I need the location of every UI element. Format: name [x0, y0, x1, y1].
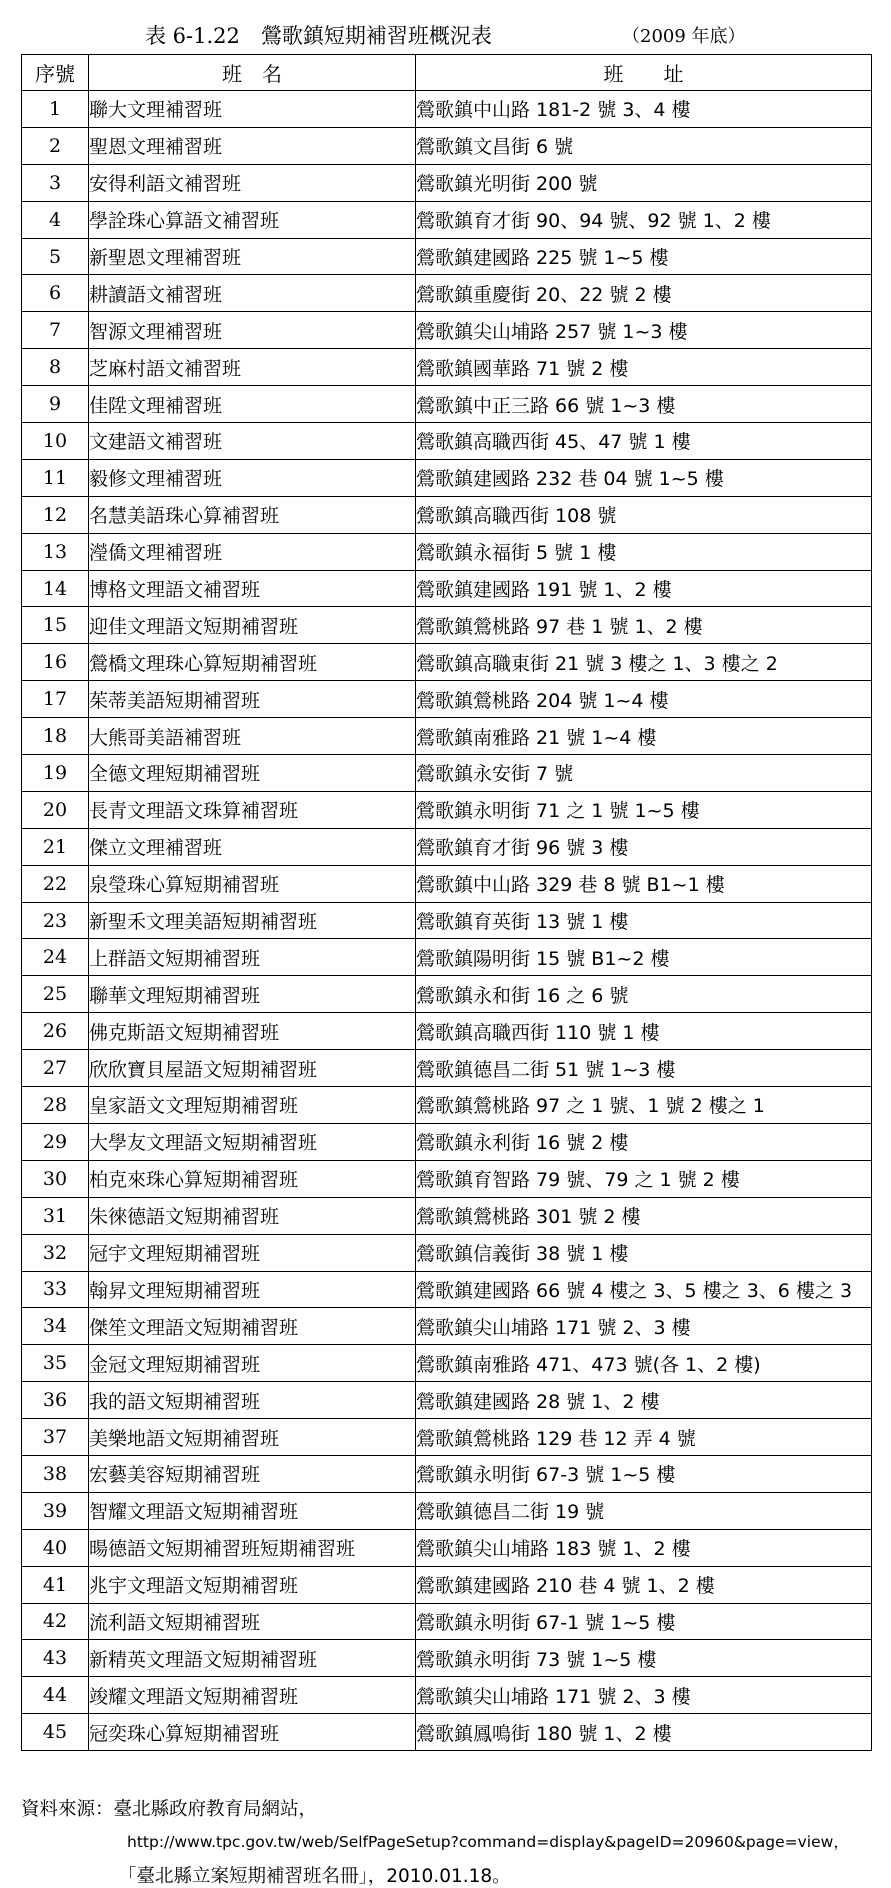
row-school-name: 茱蒂美語短期補習班 [89, 681, 416, 718]
row-number: 30 [22, 1160, 89, 1197]
row-address: 鶯歌鎮鳳鳴街 180 號 1、2 樓 [416, 1714, 872, 1751]
table-row [22, 865, 872, 902]
source-url: http://www.tpc.gov.tw/web/SelfPageSetup?command=display&pageID=20960&page=view， [127, 1833, 849, 1851]
row-address: 鶯歌鎮高職西街 45、47 號 1 樓 [416, 423, 872, 460]
row-school-name: 宏藝美容短期補習班 [89, 1455, 416, 1492]
row-number: 22 [22, 865, 89, 902]
table-row [22, 312, 872, 349]
table-row [22, 607, 872, 644]
row-school-name: 迎佳文理語文短期補習班 [89, 607, 416, 644]
table-row [22, 902, 872, 939]
row-address: 鶯歌鎮建國路 210 巷 4 號 1、2 樓 [416, 1566, 872, 1603]
row-school-name: 名慧美語珠心算補習班 [89, 496, 416, 533]
schools-table [21, 54, 872, 1751]
row-school-name: 泉瑩珠心算短期補習班 [89, 865, 416, 902]
year-note: （2009 年底） [622, 26, 746, 47]
row-address: 鶯歌鎮德昌二街 19 號 [416, 1492, 872, 1529]
row-address: 鶯歌鎮鶯桃路 204 號 1~4 樓 [416, 681, 872, 718]
row-number: 21 [22, 828, 89, 865]
table-row [22, 644, 872, 681]
row-address: 鶯歌鎮建國路 225 號 1~5 樓 [416, 238, 872, 275]
table-row [22, 1234, 872, 1271]
table-row [22, 238, 872, 275]
row-number: 9 [22, 386, 89, 423]
source-line-3: 「臺北縣立案短期補習班名冊」，2010.01.18。 [118, 1866, 511, 1887]
table-row [22, 718, 872, 755]
table-header-row [22, 55, 872, 91]
row-address: 鶯歌鎮育才街 90、94 號、92 號 1、2 樓 [416, 201, 872, 238]
row-address: 鶯歌鎮中山路 181-2 號 3、4 樓 [416, 91, 872, 128]
row-number: 4 [22, 201, 89, 238]
row-school-name: 博格文理語文補習班 [89, 570, 416, 607]
row-number: 26 [22, 1013, 89, 1050]
row-number: 41 [22, 1566, 89, 1603]
table-row [22, 1529, 872, 1566]
table-row [22, 127, 872, 164]
table-row [22, 1308, 872, 1345]
table-row [22, 275, 872, 312]
row-number: 15 [22, 607, 89, 644]
row-address: 鶯歌鎮永明街 67-3 號 1~5 樓 [416, 1455, 872, 1492]
row-number: 8 [22, 349, 89, 386]
row-school-name: 流利語文短期補習班 [89, 1603, 416, 1640]
row-address: 鶯歌鎮鶯桃路 97 之 1 號、1 號 2 樓之 1 [416, 1087, 872, 1124]
table-row [22, 570, 872, 607]
row-school-name: 聖恩文理補習班 [89, 127, 416, 164]
row-school-name: 大熊哥美語補習班 [89, 718, 416, 755]
row-school-name: 欣欣寶貝屋語文短期補習班 [89, 1050, 416, 1087]
row-school-name: 柏克來珠心算短期補習班 [89, 1160, 416, 1197]
row-school-name: 翰昇文理短期補習班 [89, 1271, 416, 1308]
row-school-name: 瀅僑文理補習班 [89, 533, 416, 570]
table-row [22, 1197, 872, 1234]
row-address: 鶯歌鎮德昌二街 51 號 1~3 樓 [416, 1050, 872, 1087]
row-school-name: 冠奕珠心算短期補習班 [89, 1714, 416, 1751]
header-number: 序號 [22, 55, 89, 91]
row-school-name: 新精英文理語文短期補習班 [89, 1640, 416, 1677]
row-number: 45 [22, 1714, 89, 1751]
row-number: 39 [22, 1492, 89, 1529]
row-school-name: 皇家語文文理短期補習班 [89, 1087, 416, 1124]
row-number: 34 [22, 1308, 89, 1345]
row-school-name: 安得利語文補習班 [89, 164, 416, 201]
table-row [22, 1640, 872, 1677]
table-row [22, 423, 872, 460]
row-school-name: 金冠文理短期補習班 [89, 1345, 416, 1382]
row-address: 鶯歌鎮重慶街 20、22 號 2 樓 [416, 275, 872, 312]
row-school-name: 佛克斯語文短期補習班 [89, 1013, 416, 1050]
row-school-name: 傑立文理補習班 [89, 828, 416, 865]
header-address: 班 址 [416, 55, 872, 91]
row-school-name: 聯華文理短期補習班 [89, 976, 416, 1013]
row-school-name: 暘德語文短期補習班短期補習班 [89, 1529, 416, 1566]
row-school-name: 文建語文補習班 [89, 423, 416, 460]
row-address: 鶯歌鎮永福街 5 號 1 樓 [416, 533, 872, 570]
row-address: 鶯歌鎮建國路 232 巷 04 號 1~5 樓 [416, 459, 872, 496]
row-address: 鶯歌鎮文昌街 6 號 [416, 127, 872, 164]
table-row [22, 201, 872, 238]
row-address: 鶯歌鎮建國路 66 號 4 樓之 3、5 樓之 3、6 樓之 3 [416, 1271, 872, 1308]
row-number: 38 [22, 1455, 89, 1492]
row-school-name: 長青文理語文珠算補習班 [89, 791, 416, 828]
table-row [22, 1013, 872, 1050]
row-address: 鶯歌鎮建國路 28 號 1、2 樓 [416, 1382, 872, 1419]
source-line-1: 資料來源：臺北縣政府教育局網站， [21, 1799, 318, 1820]
table-row [22, 91, 872, 128]
row-number: 12 [22, 496, 89, 533]
row-address: 鶯歌鎮光明街 200 號 [416, 164, 872, 201]
row-address: 鶯歌鎮鶯桃路 301 號 2 樓 [416, 1197, 872, 1234]
row-number: 37 [22, 1419, 89, 1456]
table-row [22, 496, 872, 533]
row-school-name: 芝麻村語文補習班 [89, 349, 416, 386]
row-number: 31 [22, 1197, 89, 1234]
row-number: 23 [22, 902, 89, 939]
row-number: 18 [22, 718, 89, 755]
table-row [22, 349, 872, 386]
table-row [22, 1271, 872, 1308]
row-number: 44 [22, 1677, 89, 1714]
title-row [0, 20, 891, 50]
row-address: 鶯歌鎮永明街 67-1 號 1~5 樓 [416, 1603, 872, 1640]
table-body [22, 91, 872, 1751]
row-address: 鶯歌鎮建國路 191 號 1、2 樓 [416, 570, 872, 607]
row-school-name: 全德文理短期補習班 [89, 755, 416, 792]
row-number: 3 [22, 164, 89, 201]
row-address: 鶯歌鎮永和街 16 之 6 號 [416, 976, 872, 1013]
table-row [22, 791, 872, 828]
table-row [22, 976, 872, 1013]
row-address: 鶯歌鎮永安街 7 號 [416, 755, 872, 792]
row-number: 14 [22, 570, 89, 607]
row-number: 1 [22, 91, 89, 128]
row-address: 鶯歌鎮高職西街 108 號 [416, 496, 872, 533]
table-row [22, 1492, 872, 1529]
row-school-name: 鶯橋文理珠心算短期補習班 [89, 644, 416, 681]
row-number: 20 [22, 791, 89, 828]
table-row [22, 1087, 872, 1124]
row-school-name: 竣耀文理語文短期補習班 [89, 1677, 416, 1714]
table-row [22, 939, 872, 976]
row-address: 鶯歌鎮永明街 73 號 1~5 樓 [416, 1640, 872, 1677]
table-row [22, 1714, 872, 1751]
table-row [22, 1677, 872, 1714]
row-address: 鶯歌鎮永利街 16 號 2 樓 [416, 1123, 872, 1160]
row-address: 鶯歌鎮信義街 38 號 1 樓 [416, 1234, 872, 1271]
row-address: 鶯歌鎮永明街 71 之 1 號 1~5 樓 [416, 791, 872, 828]
row-address: 鶯歌鎮育才街 96 號 3 樓 [416, 828, 872, 865]
row-school-name: 傑笙文理語文短期補習班 [89, 1308, 416, 1345]
row-number: 42 [22, 1603, 89, 1640]
row-number: 2 [22, 127, 89, 164]
table-row [22, 1382, 872, 1419]
table-row [22, 1345, 872, 1382]
table-row [22, 386, 872, 423]
row-number: 16 [22, 644, 89, 681]
row-school-name: 毅修文理補習班 [89, 459, 416, 496]
row-number: 27 [22, 1050, 89, 1087]
header-name: 班 名 [89, 55, 416, 91]
row-number: 35 [22, 1345, 89, 1382]
row-number: 40 [22, 1529, 89, 1566]
row-school-name: 新聖禾文理美語短期補習班 [89, 902, 416, 939]
row-number: 24 [22, 939, 89, 976]
row-address: 鶯歌鎮尖山埔路 257 號 1~3 樓 [416, 312, 872, 349]
table-row [22, 1123, 872, 1160]
row-number: 43 [22, 1640, 89, 1677]
row-school-name: 大學友文理語文短期補習班 [89, 1123, 416, 1160]
row-number: 6 [22, 275, 89, 312]
row-school-name: 聯大文理補習班 [89, 91, 416, 128]
table-row [22, 1603, 872, 1640]
row-school-name: 新聖恩文理補習班 [89, 238, 416, 275]
row-school-name: 朱徠德語文短期補習班 [89, 1197, 416, 1234]
row-address: 鶯歌鎮中正三路 66 號 1~3 樓 [416, 386, 872, 423]
row-school-name: 我的語文短期補習班 [89, 1382, 416, 1419]
row-school-name: 智源文理補習班 [89, 312, 416, 349]
row-number: 10 [22, 423, 89, 460]
row-address: 鶯歌鎮育英街 13 號 1 樓 [416, 902, 872, 939]
table-row [22, 1160, 872, 1197]
row-school-name: 兆宇文理語文短期補習班 [89, 1566, 416, 1603]
row-address: 鶯歌鎮南雅路 21 號 1~4 樓 [416, 718, 872, 755]
row-school-name: 上群語文短期補習班 [89, 939, 416, 976]
row-number: 36 [22, 1382, 89, 1419]
row-address: 鶯歌鎮國華路 71 號 2 樓 [416, 349, 872, 386]
row-address: 鶯歌鎮鶯桃路 129 巷 12 弄 4 號 [416, 1419, 872, 1456]
row-address: 鶯歌鎮中山路 329 巷 8 號 B1~1 樓 [416, 865, 872, 902]
table-row [22, 1419, 872, 1456]
table-row [22, 1566, 872, 1603]
row-number: 33 [22, 1271, 89, 1308]
table-row [22, 459, 872, 496]
row-number: 19 [22, 755, 89, 792]
row-address: 鶯歌鎮尖山埔路 183 號 1、2 樓 [416, 1529, 872, 1566]
row-school-name: 學詮珠心算語文補習班 [89, 201, 416, 238]
row-address: 鶯歌鎮尖山埔路 171 號 2、3 樓 [416, 1308, 872, 1345]
row-address: 鶯歌鎮南雅路 471、473 號(各 1、2 樓) [416, 1345, 872, 1382]
row-school-name: 美樂地語文短期補習班 [89, 1419, 416, 1456]
row-number: 29 [22, 1123, 89, 1160]
table-row [22, 533, 872, 570]
row-address: 鶯歌鎮高職東街 21 號 3 樓之 1、3 樓之 2 [416, 644, 872, 681]
table-row [22, 755, 872, 792]
row-number: 32 [22, 1234, 89, 1271]
row-school-name: 佳陞文理補習班 [89, 386, 416, 423]
page-title: 表 6-1.22 鶯歌鎮短期補習班概況表 [145, 24, 492, 48]
row-number: 28 [22, 1087, 89, 1124]
row-number: 5 [22, 238, 89, 275]
row-number: 25 [22, 976, 89, 1013]
row-address: 鶯歌鎮高職西街 110 號 1 樓 [416, 1013, 872, 1050]
row-address: 鶯歌鎮尖山埔路 171 號 2、3 樓 [416, 1677, 872, 1714]
row-number: 11 [22, 459, 89, 496]
table-row [22, 828, 872, 865]
row-school-name: 冠宇文理短期補習班 [89, 1234, 416, 1271]
row-school-name: 智耀文理語文短期補習班 [89, 1492, 416, 1529]
table-row [22, 681, 872, 718]
row-address: 鶯歌鎮陽明街 15 號 B1~2 樓 [416, 939, 872, 976]
table-row [22, 1050, 872, 1087]
row-number: 13 [22, 533, 89, 570]
table-row [22, 1455, 872, 1492]
row-number: 17 [22, 681, 89, 718]
row-number: 7 [22, 312, 89, 349]
row-address: 鶯歌鎮鶯桃路 97 巷 1 號 1、2 樓 [416, 607, 872, 644]
row-address: 鶯歌鎮育智路 79 號、79 之 1 號 2 樓 [416, 1160, 872, 1197]
table-row [22, 164, 872, 201]
row-school-name: 耕讀語文補習班 [89, 275, 416, 312]
